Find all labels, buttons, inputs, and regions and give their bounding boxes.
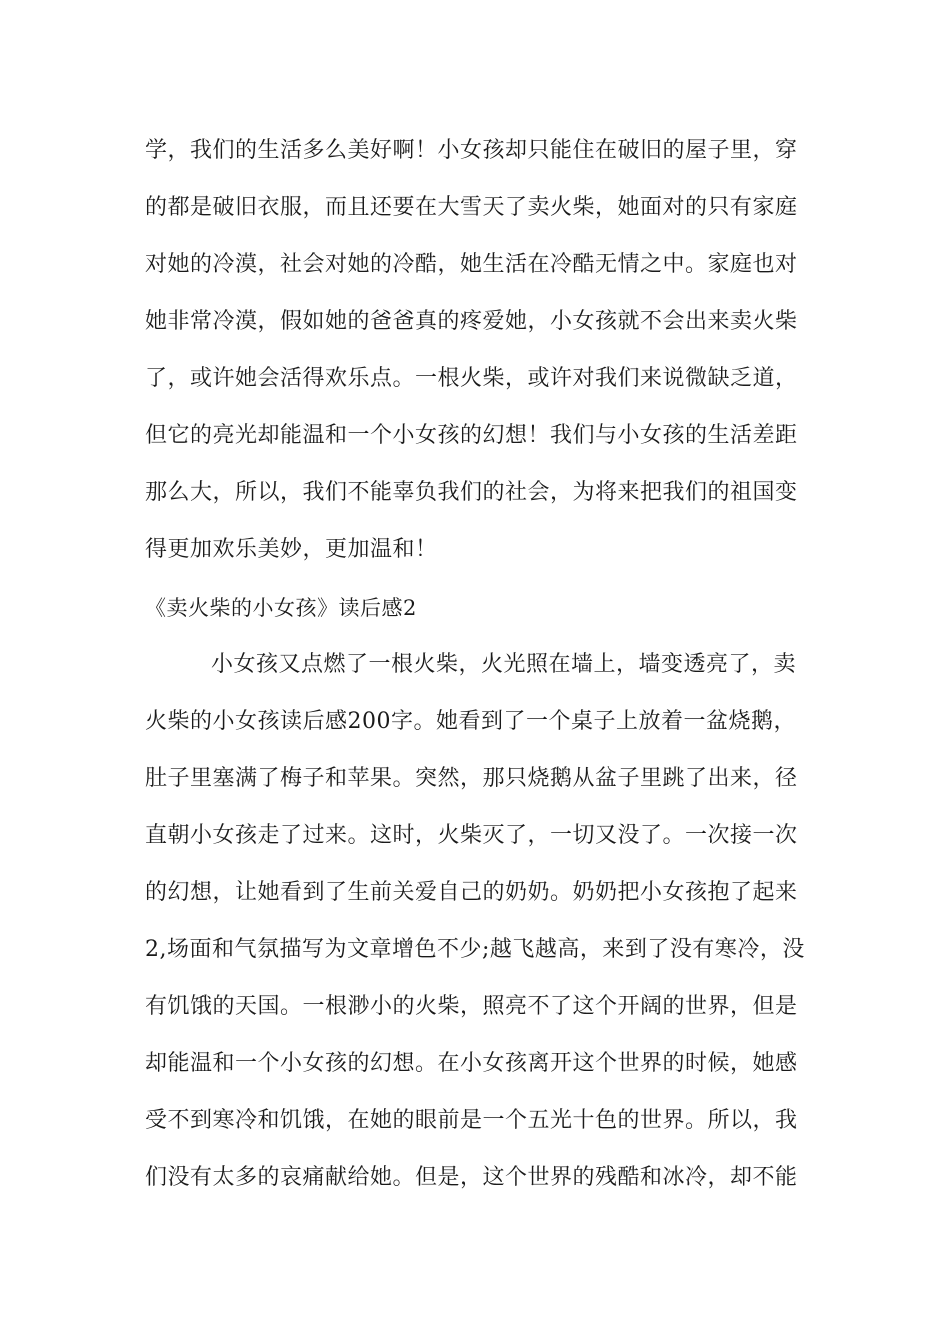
paragraph-1-line-4: 她非常冷漠，假如她的爸爸真的疼爱她，小女孩就不会出来卖火柴 [145, 309, 798, 334]
paragraph-2-line-9: 受不到寒冷和饥饿，在她的眼前是一个五光十色的世界。所以，我 [145, 1108, 798, 1133]
paragraph-2-line-3: 肚子里塞满了梅子和苹果。突然，那只烧鹅从盆子里跳了出来，径 [145, 766, 798, 791]
paragraph-2-line-2: 火柴的小女孩读后感200字。她看到了一个桌子上放着一盆烧鹅， [145, 709, 796, 734]
paragraph-1-line-6: 但它的亮光却能温和一个小女孩的幻想！我们与小女孩的生活差距 [145, 423, 798, 448]
paragraph-1-line-8: 得更加欢乐美妙，更加温和！ [145, 537, 438, 562]
paragraph-1-line-2: 的都是破旧衣服，而且还要在大雪天了卖火柴，她面对的只有家庭 [145, 195, 798, 220]
paragraph-2-line-8: 却能温和一个小女孩的幻想。在小女孩离开这个世界的时候，她感 [145, 1051, 798, 1076]
paragraph-2-line-5: 的幻想，让她看到了生前关爱自己的奶奶。奶奶把小女孩抱了起来 [145, 880, 798, 905]
paragraph-2-line-1: 小女孩又点燃了一根火柴，火光照在墙上，墙变透亮了，卖 [211, 652, 797, 677]
paragraph-1-line-1: 学，我们的生活多么美好啊！小女孩却只能住在破旧的屋子里，穿 [145, 138, 798, 163]
paragraph-2-line-4: 直朝小女孩走了过来。这时，火柴灭了，一切又没了。一次接一次 [145, 823, 798, 848]
paragraph-1-line-7: 那么大，所以，我们不能辜负我们的社会，为将来把我们的祖国变 [145, 480, 798, 505]
paragraph-1-line-5: 了，或许她会活得欢乐点。一根火柴，或许对我们来说微缺乏道， [145, 366, 798, 391]
paragraph-2-line-10: 们没有太多的哀痛献给她。但是，这个世界的残酷和冰冷，却不能 [145, 1165, 798, 1190]
paragraph-2-line-7: 有饥饿的天国。一根渺小的火柴，照亮不了这个开阔的世界，但是 [145, 994, 798, 1019]
paragraph-2-line-6: 2,场面和气氛描写为文章增色不少;越飞越高，来到了没有寒冷，没 [145, 937, 805, 962]
section-heading: 《卖火柴的小女孩》读后感2 [145, 596, 417, 620]
paragraph-1-line-3: 对她的冷漠，社会对她的冷酷，她生活在冷酷无情之中。家庭也对 [145, 252, 798, 277]
